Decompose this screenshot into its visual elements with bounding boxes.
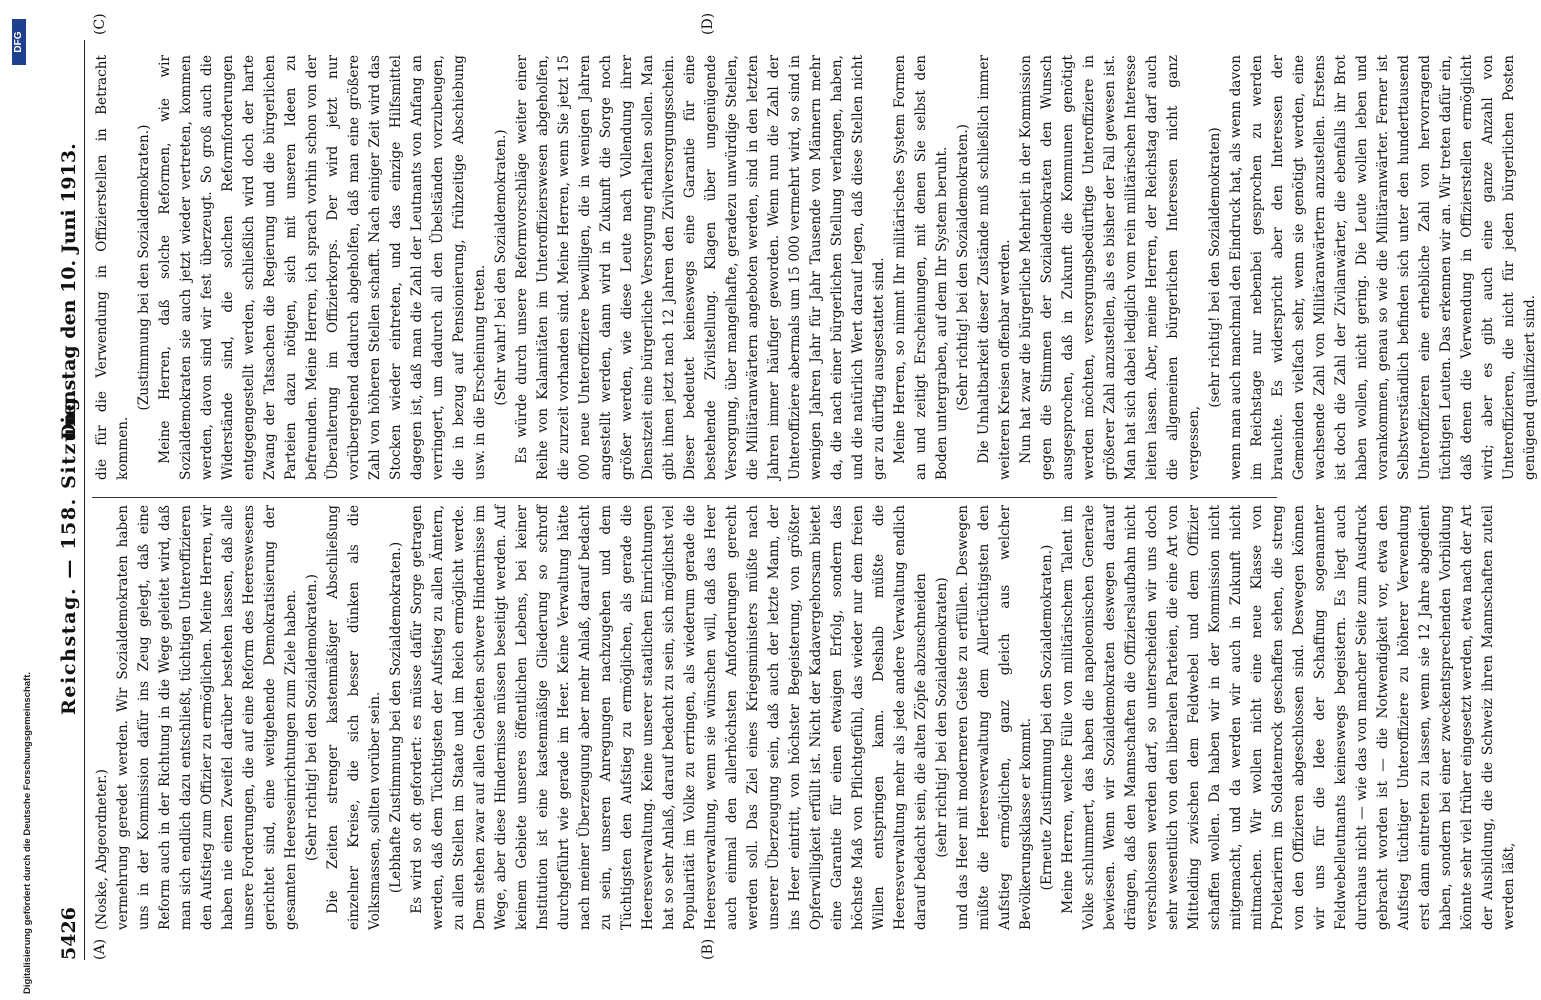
paragraph: Es würde durch unsere Reformvorschläge weiter einer Reihe von Kalamitäten im Unteroffizierswesen abgeholfen, die zurzeit vorhanden sind. Meine Herren, wenn Sie jetzt 15 000 neue Unteroffiziere bewilligen, die in wenigen Jahren angestellt werden, dann wird in Zukunft die Sorge noch größer werden, wie diese Leute nach Vollendung ihrer Dienstzeit eine bürgerliche Versorgung erhalten sollen. Man gibt ihnen jetzt nach 12 Jahren den Zivilversorgungsschein. Dieser bedeutet keineswegs eine Garantie für eine bestehende Zivilstellung. Klagen über ungenügende Versorgung, über mangelhafte, geradezu unwürdige Stellen, die Militäranwärtern angeboten werden, sind in den letzten Jahren immer häufiger geworden. Wenn nun die Zahl der Unteroffiziere abermals um 15 000 vermehrt wird, so sind in wenigen Jahren Jahr für Jahr Tausende von Männern mehr da, die nach einer bürgerlichen Stellung verlangen, haben, und die natürlich Wert darauf legen, daß diese Stellen nicht gar zu dürftig ausgestattet sind. [514, 55, 887, 480]
paragraph: und das Heer mit moderneren Geiste zu erfüllen. Deswegen müßte die Heeresverwaltung dem Allertüchtigsten den Aufstieg ermöglichen, ganz gleich aus welcher Bevölkerungsklasse er kommt. [955, 505, 1034, 930]
running-head-right: Dienstag den 10. Juni 1913. [58, 143, 80, 440]
margin-marker-a: (A) [92, 938, 108, 960]
interjection: (Erneute Zustimmung bei den Sozialdemokraten.) [1039, 544, 1055, 891]
paragraph: Nun hat zwar die bürgerliche Mehrheit in der Kommission gegen die Stimmen der Sozialdemokraten den Wunsch ausgesprochen, daß in Zukunft die Kommunen genötigt werden möchten, versorgungsbedürftige Unteroffiziere in größerer Zahl anzustellen, als es bisher der Fall gewesen ist. Man hat sich dabei lediglich vom rein militärischen Interesse leiten lassen. Aber, meine Herren, der Reichstag darf auch die allgemeinen bürgerlichen Interessen nicht ganz vergessen, [1018, 55, 1202, 480]
paragraph: die für die Verwendung in Offizierstellen in Betracht kommen. [94, 55, 131, 480]
margin-marker-b: (B) [700, 938, 716, 960]
paragraph: Die Unhaltbarkeit dieser Zustände muß schließlich immer weiteren Kreisen offenbar werden. [976, 55, 1013, 480]
column-divider [92, 497, 1277, 498]
right-column [92, 55, 1538, 480]
speaker-line: (Noske, Abgeordneter.) [94, 769, 110, 930]
paragraph: vermehrung geredet werden. Wir Sozialdemokraten haben uns in der Kommission dafür ins Zeug gelegt, daß eine Reform auch in der Richtung in die Wege geleitet wird, daß man sich endlich dazu entschließt, tüchtigen Unteroffizieren den Aufstieg zum Offizier zu ermöglichen. Meine Herren, wir haben nie einen Zweifel darüber bestehen lassen, daß alle unsere Forderungen, die auf eine Reform des Heereswesens gerichtet sind, eine weitgehende Demokratisierung der gesamten Heereseinrichtungen zum Ziele haben. [115, 505, 299, 930]
interjection: (Sehr wahr! bei den Sozialdemokraten.) [493, 129, 509, 406]
left-column [92, 505, 1517, 930]
interjection: (Sehr richtig! bei den Sozialdemokraten.) [304, 574, 320, 861]
interjection: (sehr richtig! bei den Sozialdemokraten) [934, 577, 950, 858]
digitization-note: Digitalisierung gefördert durch die Deutsche Forschungsgemeinschaft. [22, 672, 33, 994]
margin-marker-c: (C) [92, 13, 108, 35]
interjection: (sehr richtig! bei den Sozialdemokraten) [1207, 127, 1223, 408]
paragraph: wenn man auch manchmal den Eindruck hat, als wenn davon im Reichstage nur nebenbei gesprochen zu werden brauchte. Es widerspricht aber den Interessen der Gemeinden vielfach sehr, wenn sie genötigt werden, eine wachsende Zahl von Militäranwärtern anzustellen. Erstens ist doch die Zahl der Zivilanwärter, die ebenfalls ihr Brot haben wollen, nicht gering. Die Leute wollen leben und vorankommen, genau so wie die Militäranwärter. Ferner ist Selbstverständlich befinden sich unter den hunderttausend Unteroffizieren eine erhebliche Zahl von hervorragend tüchtigen Leuten. Das erkennen wir an. Wir treten dafür ein, daß denen die Verwendung in Offizierstellen ermöglicht wird; aber es gibt auch eine ganze Anzahl von Unteroffizieren, die nicht für jeden bürgerlichen Posten genügend qualifiziert sind. [1228, 55, 1538, 480]
paragraph: Es wird so oft gefordert: es müsse dafür Sorge getragen werden, daß dem Tüchtigsten der Aufstieg zu allen Ämtern, zu allen Stellen im Staate und im Reich ermöglicht werde. Dem stehen zwar auf allen Gebieten schwere Hindernisse im Wege, aber diese Hindernisse müssen beseitigt werden. Auf keinem Gebiete unseres öffentlichen Lebens, bei keiner Institution ist eine kastenmäßige Gliederung so schroff durchgeführt wie gerade im Heer. Keine Verwaltung hätte nach meiner Überzeugung aber mehr Anlaß, darauf bedacht zu sein, unseren Anregungen nachzugehen und dem Tüchtigsten den Aufstieg zu ermöglichen, als gerade die Heeresverwaltung. Keine unserer staatlichen Einrichtungen hat so sehr Anlaß, darauf bedacht zu sein, sich möglichst viel Popularität im Volke zu erringen, als wiederum gerade die Heeresverwaltung, wenn sie wünschen will, daß das Heer auch einmal den allerhöchsten Anforderungen gerecht werden soll. Das Ziel eines Kriegsministers müßte nach unserer Überzeugung sein, daß auch der letzte Mann, der ins Heer eintritt, von höchster Begeisterung, von größter Opferwilligkeit erfüllt ist. Nicht der Kadavergehorsam bietet eine Garantie für einen etwaigen Erfolg, sondern das höchste Maß von Pflichtgefühl, das wieder nur dem freien Willen entspringen kann. Deshalb müßte die Heeresverwaltung mehr als jede andere Verwaltung endlich darauf bedacht sein, die alten Zöpfe abzuschneiden [409, 505, 929, 930]
interjection: (Lebhafte Zustimmung bei den Sozialdemokraten.) [388, 541, 404, 894]
paragraph: Meine Herren, so nimmt Ihr militärisches System Formen an und zeitigt Erscheinungen, mit denen Sie selbst den Boden untergraben, auf dem Ihr System beruht. [892, 55, 950, 480]
page-number: 5426 [58, 907, 80, 960]
interjection: (Zustimmung bei den Sozialdemokraten.) [136, 124, 152, 411]
paragraph: Meine Herren, daß solche Reformen, wie wir Sozialdemokraten sie auch jetzt wieder vertreten, kommen werden, davon sind wir fest überzeugt. So groß auch die Widerstände sind, die solchen Reformforderungen entgegengestellt werden, schließlich wird doch der harte Zwang der Tatsachen die Regierung und die bürgerlichen Parteien dazu nötigen, sich mit unseren Ideen zu befreunden. Meine Herren, ich sprach vorhin schon von der Überalterung im Offizierkorps. Der wird jetzt nur vorübergehend dadurch abgeholfen, daß man eine größere Zahl von höheren Stellen schafft. Nach einiger Zeit wird das Stocken wieder eintreten, und das einzige Hilfsmittel dagegen ist, daß man die Zahl der Leutnants von Anfang an verringert, um dadurch all den Übelständen vorzubeugen, die in bezug auf Pensionierung, frühzeitige Abschiebung usw. in die Erscheinung treten. [157, 55, 488, 480]
margin-marker-d: (D) [700, 12, 716, 35]
running-head-left: Reichstag. — 158. Sitzung. [58, 388, 80, 715]
dfg-logo: DFG [12, 19, 26, 65]
header-rule [84, 40, 85, 960]
paragraph: Die Zeiten strenger kastenmäßiger Abschließung einzelner Kreise, die sich besser dünken als die Volksmassen, sollten vorüber sein. [325, 505, 383, 930]
interjection: (Sehr richtig! bei den Sozialdemokraten.) [955, 124, 971, 411]
paragraph: Meine Herren, welche Fülle von militärischem Talent im Volke schlummert, das haben die napoleonischen Generale bewiesen. Wenn wir Sozialdemokraten deswegen darauf drängen, daß den Mannschaften die Offizierslaufbahn nicht verschlossen werden darf, so unterscheiden wir uns doch sehr wesentlich von den liberalen Parteien, die eine Art von Mittelding zwischen dem Feldwebel und dem Offizier schaffen wollen. Da haben wir in der Kommission nicht mitgemacht, und da werden wir auch in Zukunft nicht mitmachen. Wir wollen nicht eine neue Klasse von Proletariern im Soldatenrock geschaffen sehen, die streng von den Offizieren abgeschlossen sind. Deswegen können wir uns für die Idee der Schaffung sogenannter Feldwebelleutnants keineswegs begeistern. Es liegt auch durchaus nicht — wie das von mancher Seite zum Ausdruck gebracht worden ist — die Notwendigkeit vor, etwa den Aufstieg tüchtiger Unteroffiziere zu höherer Verwendung erst dann eintreten zu lassen, wenn sie 12 Jahre abgedient haben, sondern bei einer zweckentsprechenden Vorbildung könnte sehr viel früher eingesetzt werden, etwa nach der Art der Ausbildung, die die Schweiz ihren Mannschaften zuteil werden läßt, [1060, 505, 1517, 930]
